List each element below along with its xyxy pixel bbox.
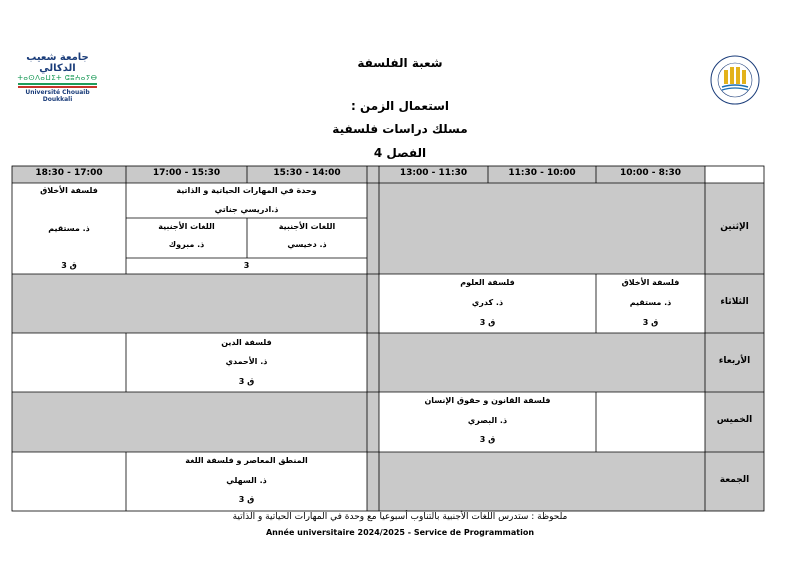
wednesday-religion-prof: ذ. الأحمدي xyxy=(225,357,268,366)
friday-logic-room: ق 3 xyxy=(238,495,255,504)
schedule-note: ملحوظة : ستدرس اللغات الأجنبية بالتناوب أسبوعيا مع وحدة في المهارات الحياتية و الذاتية xyxy=(232,512,568,522)
day-friday: الجمعة xyxy=(719,475,750,485)
time-header-0830-1000: 10:00 - 8:30 xyxy=(619,168,682,178)
thursday-law-course: فلسفة القانون و حقوق الإنسان xyxy=(424,396,551,405)
monday-unit-room: 3 xyxy=(243,261,250,270)
footer-text: Année universitaire 2024/2025 - Service de Programmation xyxy=(265,528,535,537)
day-monday: الإثنين xyxy=(720,222,749,232)
wednesday-religion-room: ق 3 xyxy=(238,377,255,386)
monday-languages-b-prof: ذ. دخيسي xyxy=(287,240,327,249)
day-thursday: الخميس xyxy=(716,415,753,425)
day-tuesday: الثلاثاء xyxy=(720,297,749,307)
time-header-1530-1700: 17:00 - 15:30 xyxy=(152,168,221,178)
monday-ethics-prof: ذ. مستقيم xyxy=(48,224,90,233)
monday-languages-b-course: اللغات الأجنبية xyxy=(278,222,336,231)
monday-languages-a-course: اللغات الأجنبية xyxy=(158,222,215,231)
time-header-1700-1830: 18:30 - 17:00 xyxy=(35,168,103,178)
friday-logic-prof: ذ. السهلي xyxy=(226,476,267,485)
time-header-1000-1130: 11:30 - 10:00 xyxy=(508,168,576,178)
monday-life-skills-prof: ذ.ادريسي جناتي xyxy=(214,205,279,214)
logo-arabic-text: جامعة شعيب الدكالي xyxy=(26,52,89,74)
monday-life-skills-unit: وحدة في المهارات الحياتية و الذاتية xyxy=(176,186,317,195)
logo-tifinagh-text: ⵜⴰⵙⴷⴰⵡⵉⵜ ⵛⵓⵄⴰⵢⴱ xyxy=(17,74,98,82)
department-title: شعبة الفلسفة xyxy=(357,56,443,70)
logo-french-text: Université Chouaib Doukkali xyxy=(25,89,90,103)
thursday-law-prof: ذ. البصري xyxy=(467,416,508,425)
friday-logic-course: المنطق المعاصر و فلسفة اللغة xyxy=(185,456,308,465)
tuesday-science-course: فلسفة العلوم xyxy=(460,278,515,287)
time-header-1130-1300: 13:00 - 11:30 xyxy=(399,168,468,178)
monday-ethics-course: فلسفة الأخلاق xyxy=(40,186,98,195)
tuesday-ethics-course: فلسفة الأخلاق xyxy=(621,278,680,287)
monday-languages-a-prof: ذ. مبروك xyxy=(168,240,205,249)
program-title: مسلك دراسات فلسفية xyxy=(332,122,468,136)
semester-title: الفصل 4 xyxy=(373,146,427,160)
tuesday-ethics-prof: ذ. مستقيم xyxy=(629,298,672,307)
day-wednesday: الأربعاء xyxy=(718,356,751,366)
schedule-label: استعمال الزمن : xyxy=(350,99,449,113)
thursday-law-room: ق 3 xyxy=(479,435,496,444)
time-header-1400-1530: 15:30 - 14:00 xyxy=(273,168,341,178)
tuesday-science-prof: ذ. كدري xyxy=(471,298,504,307)
monday-ethics-room: ق 3 xyxy=(61,261,77,270)
tuesday-science-room: ق 3 xyxy=(479,318,496,327)
tuesday-ethics-room: ق 3 xyxy=(642,318,659,327)
wednesday-religion-course: فلسفة الدين xyxy=(221,338,272,347)
